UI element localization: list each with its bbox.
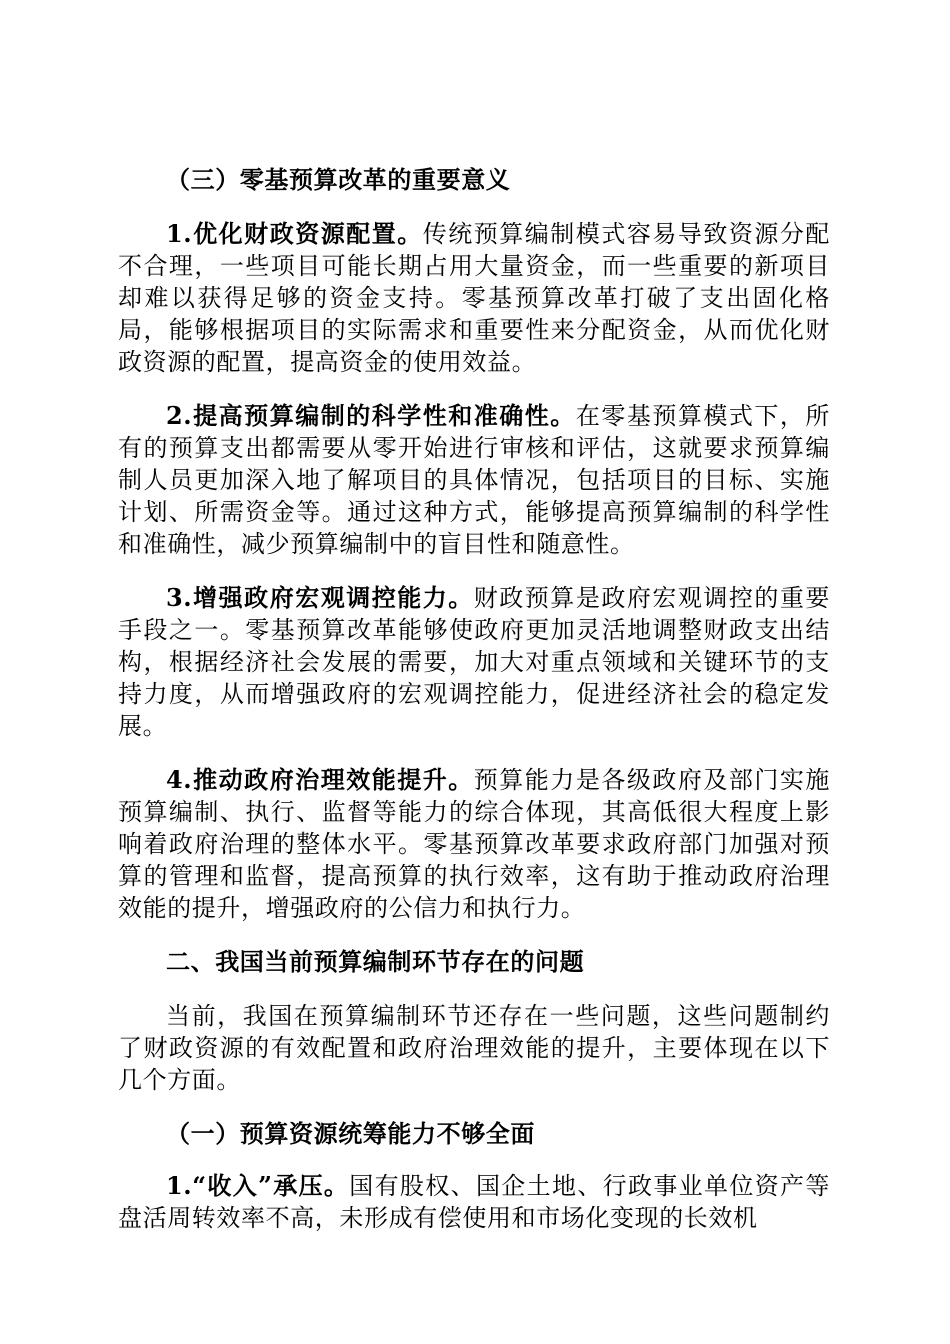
paragraph-lead: 3.增强政府宏观调控能力。 bbox=[166, 583, 474, 612]
heading-text: 二、我国当前预算编制环节存在的问题 bbox=[166, 947, 585, 976]
paragraph-revenue-pressure bbox=[118, 1170, 830, 1234]
section-heading-problems bbox=[118, 946, 830, 978]
section-heading-resource-coordination bbox=[118, 1118, 830, 1150]
paragraph-text: 财政预算是政府宏观调控的重要手段之一。零基预算改革能够使政府更加灵活地调整财政支出结构，根据经济社会发展的需要，加大对重点领域和关键环节的支持力度，从而增强政府的宏观调控能力，促进经济社会的稳定发展。 bbox=[118, 584, 831, 740]
paragraph-governance-efficiency bbox=[118, 764, 830, 924]
paragraph-text: 当前，我国在预算编制环节还存在一些问题，这些问题制约了财政资源的有效配置和政府治理效能的提升，主要体现在以下几个方面。 bbox=[118, 1002, 830, 1094]
paragraph-text: 预算能力是各级政府及部门实施预算编制、执行、监督等能力的综合体现，其高低很大程度上影响着政府治理的整体水平。零基预算改革要求政府部门加强对预算的管理和监督，提高预算的执行效率，这有助于推动政府治理效能的提升，增强政府的公信力和执行力。 bbox=[118, 766, 831, 922]
paragraph-optimize-allocation bbox=[118, 218, 830, 378]
heading-text: （一）预算资源统筹能力不够全面 bbox=[166, 1119, 535, 1148]
paragraph-problems-intro bbox=[118, 1000, 830, 1096]
paragraph-lead: 4.推动政府治理效能提升。 bbox=[166, 765, 474, 794]
document-body bbox=[118, 164, 830, 1234]
paragraph-scientific-accuracy bbox=[118, 400, 830, 560]
paragraph-lead: 1.优化财政资源配置。 bbox=[166, 219, 423, 248]
section-heading-significance bbox=[118, 164, 830, 196]
paragraph-text: 传统预算编制模式容易导致资源分配不合理，一些项目可能长期占用大量资金，而一些重要的新项目却难以获得足够的资金支持。零基预算改革打破了支出固化格局，能够根据项目的实际需求和重要性来分配资金，从而优化财政资源的配置，提高资金的使用效益。 bbox=[118, 220, 830, 376]
paragraph-macro-control bbox=[118, 582, 830, 742]
heading-text: （三）零基预算改革的重要意义 bbox=[166, 165, 511, 194]
paragraph-text: 在零基预算模式下，所有的预算支出都需要从零开始进行审核和评估，这就要求预算编制人员更加深入地了解项目的具体情况，包括项目的目标、实施计划、所需资金等。通过这种方式，能够提高预算编制的科学性和准确性，减少预算编制中的盲目性和随意性。 bbox=[118, 402, 830, 558]
paragraph-text: 国有股权、国企土地、行政事业单位资产等盘活周转效率不高，未形成有偿使用和市场化变现的长效机 bbox=[118, 1172, 830, 1232]
paragraph-lead: 1.“收入”承压。 bbox=[166, 1171, 350, 1200]
paragraph-lead: 2.提高预算编制的科学性和准确性。 bbox=[166, 401, 576, 430]
